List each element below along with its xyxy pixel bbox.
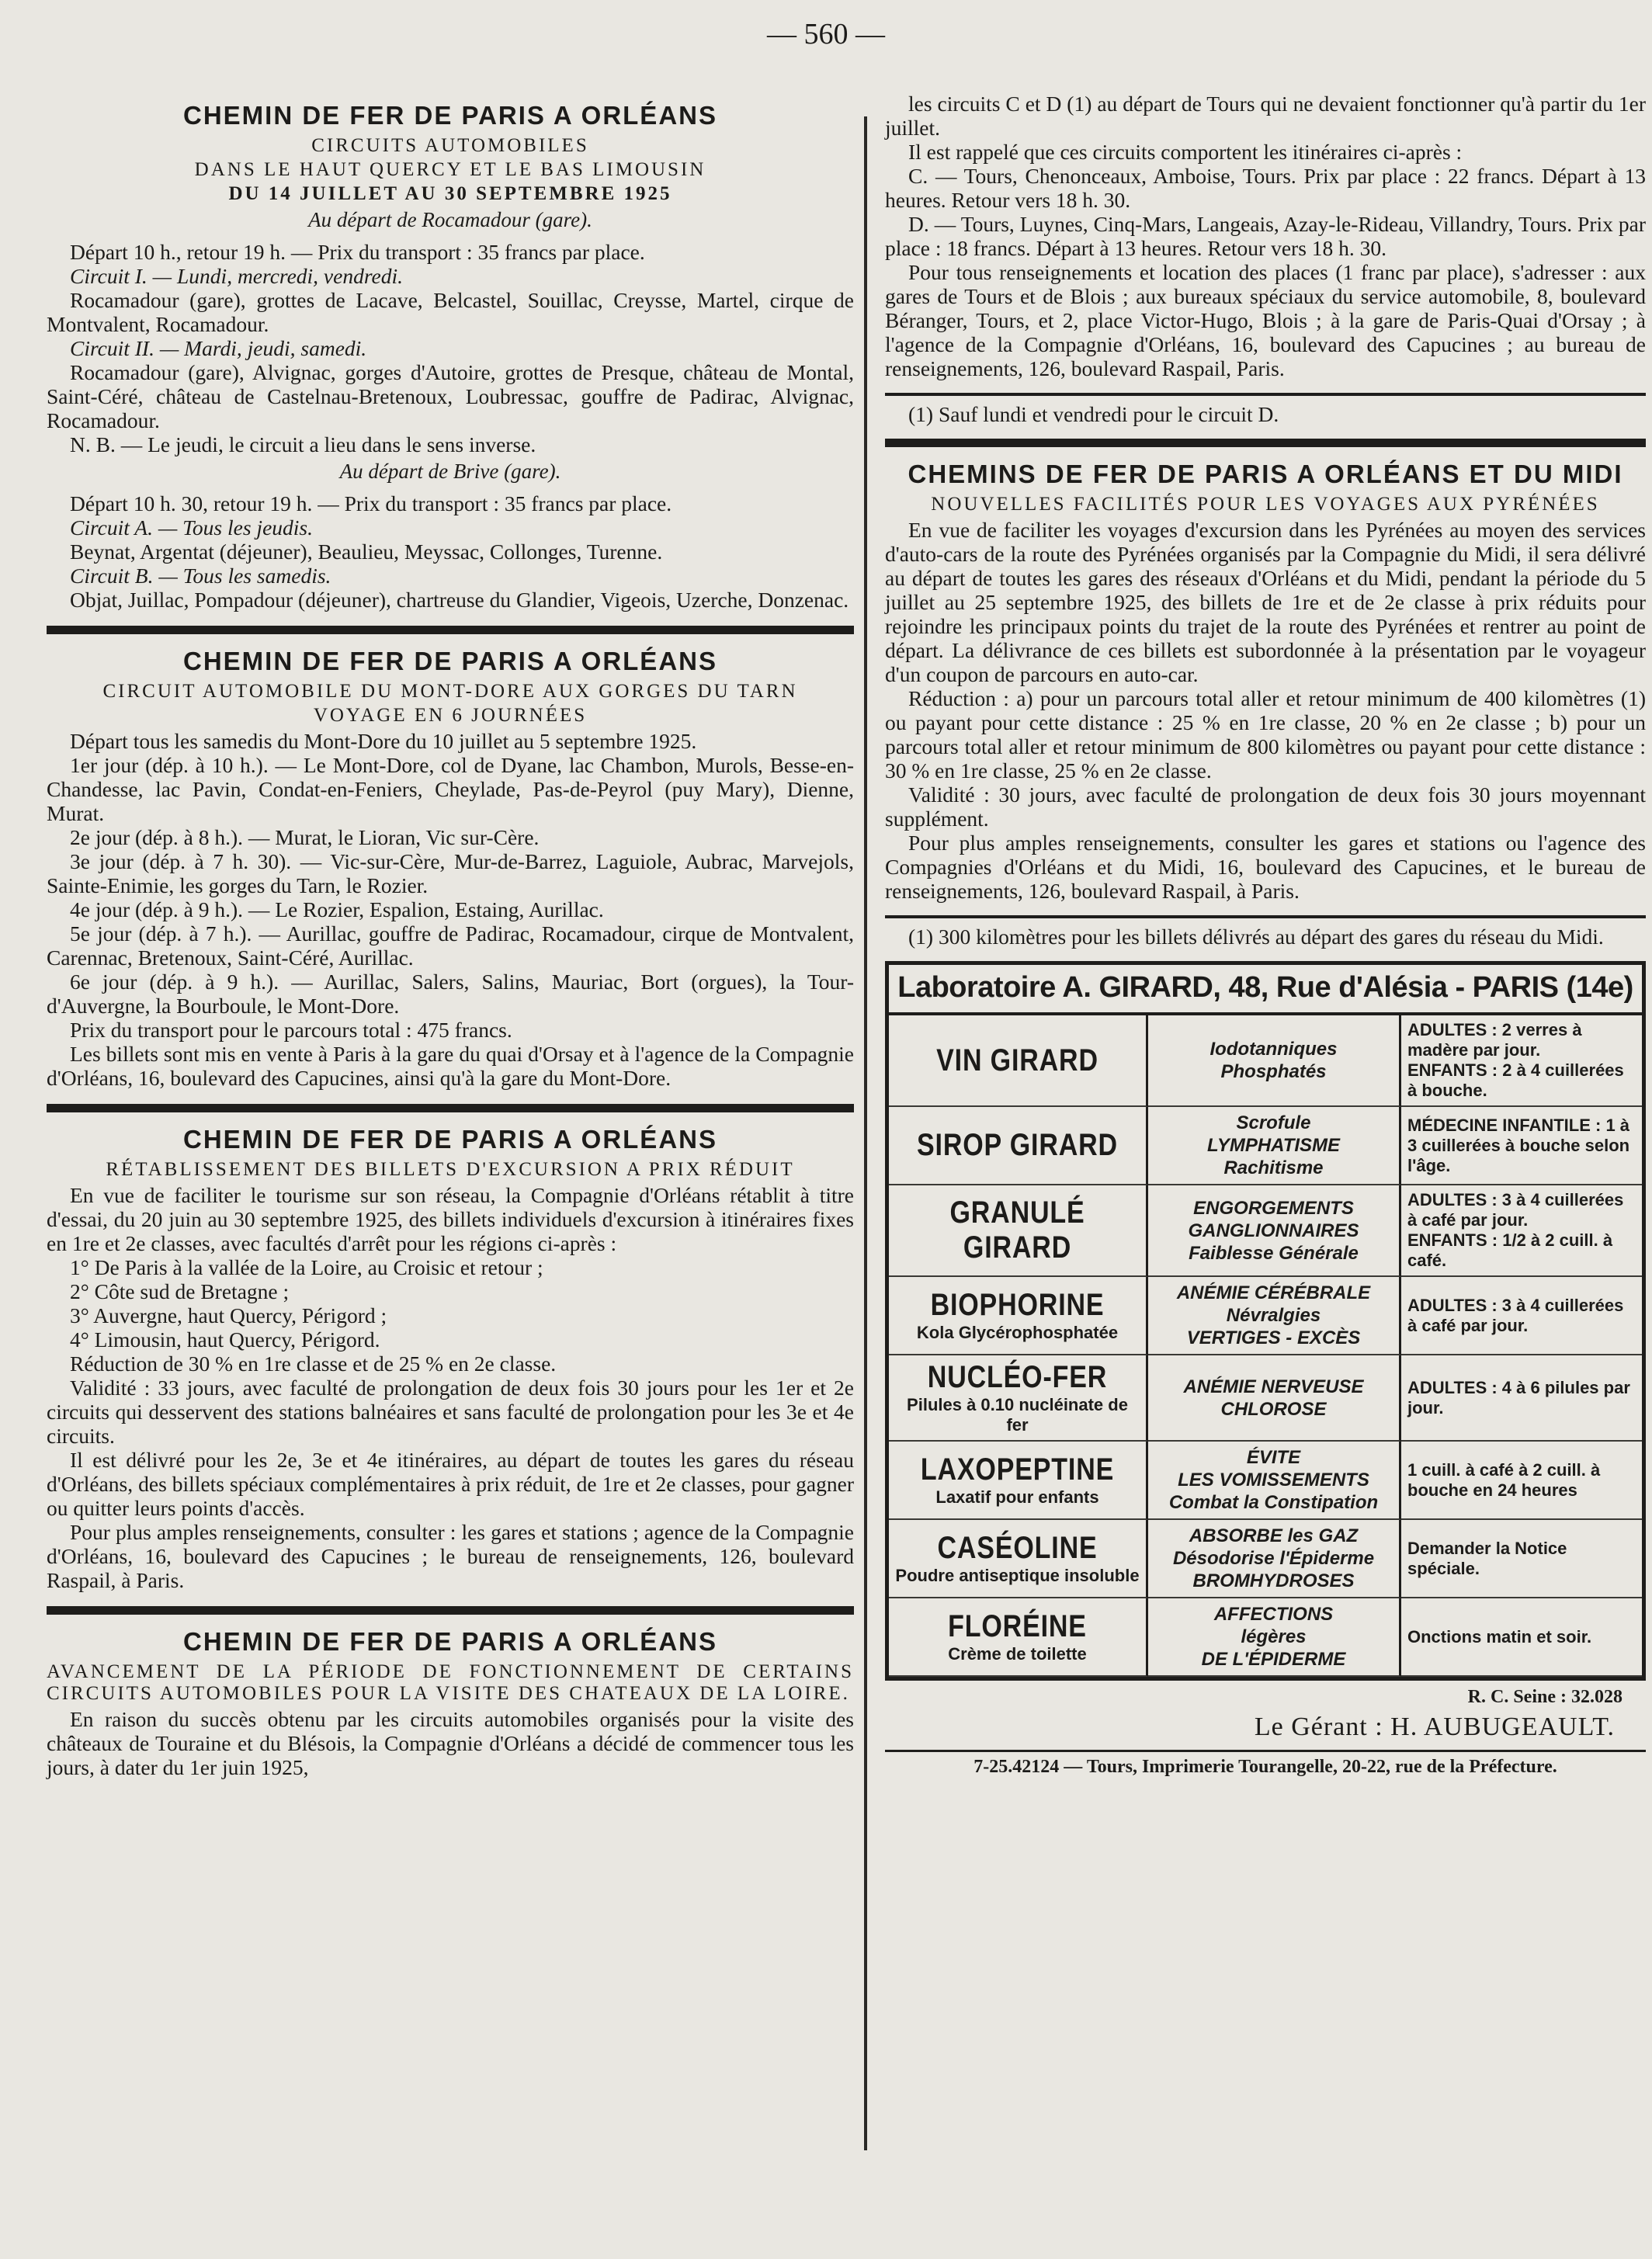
section-rule xyxy=(885,439,1646,447)
ad-dosage-cell: Demander la Notice spéciale. xyxy=(1401,1520,1642,1598)
paragraph: Pour tous renseignements et location des places (1 franc par place), s'adresser : aux gares de Tours et de Blois ; aux bureaux spéciaux du service automobile, 8, boulevard Béranger, Tours, et 2, place Victor-Hugo, Blois ; à la gare de Paris-Quai d'Orsay ; à l'agence de la Compagnie d'Orléans, 16, boulevard des Capucines ; au bureau de renseignements, 126, boulevard Raspail, Paris. xyxy=(885,260,1646,380)
section-subtitle: DU 14 JUILLET AU 30 SEPTEMBRE 1925 xyxy=(228,183,672,204)
paragraph: Circuit B. — Tous les samedis. xyxy=(70,564,331,588)
paragraph: 6e jour (dép. à 9 h.). — Aurillac, Salers, Salins, Mauriac, Bort (orgues), la Tour-d'Auvergne, la Bourboule, le Mont-Dore. xyxy=(47,970,854,1018)
paragraph: 2e jour (dép. à 8 h.). — Murat, le Lioran, Vic sur-Cère. xyxy=(70,825,540,849)
section-subtitle: CIRCUIT AUTOMOBILE DU MONT-DORE AUX GORGES DU TARN xyxy=(102,681,798,702)
ad-product-cell xyxy=(889,1355,1148,1442)
column-divider xyxy=(864,116,867,2150)
ad-dosage-cell: ADULTES : 3 à 4 cuillerées à café par jour. ENFANTS : 1/2 à 2 cuill. à café. xyxy=(1401,1185,1642,1277)
ad-product-name: FLORÉINE xyxy=(948,1609,1087,1643)
ad-product-subtitle: Kola Glycérophosphatée xyxy=(916,1323,1119,1342)
ad-indication-cell: ABSORBE les GAZ Désodorise l'Épiderme BROMHYDROSES xyxy=(1148,1520,1401,1598)
ad-product-subtitle: Pilules à 0.10 nucléinate de fer xyxy=(907,1395,1128,1435)
ad-product-name: BIOPHORINE xyxy=(930,1288,1105,1322)
ad-dosage-cell: ADULTES : 4 à 6 pilules par jour. xyxy=(1401,1355,1642,1442)
footnote-rule xyxy=(885,915,1646,918)
ad-dosage-cell: 1 cuill. à café à 2 cuill. à bouche en 24 heures xyxy=(1401,1442,1642,1520)
footnote: (1) 300 kilomètres pour les billets délivrés au départ des gares du réseau du Midi. xyxy=(908,925,1604,949)
ad-product-name: LAXOPEPTINE xyxy=(920,1452,1115,1487)
paragraph: Circuit I. — Lundi, mercredi, vendredi. xyxy=(70,264,403,288)
section-subheading: Au départ de Brive (gare). xyxy=(339,460,561,483)
page-number: — 560 — xyxy=(767,18,885,50)
ad-dosage-cell: MÉDECINE INFANTILE : 1 à 3 cuillerées à bouche selon l'âge. xyxy=(1401,1107,1642,1185)
paragraph: 5e jour (dép. à 7 h.). — Aurillac, gouffre de Padirac, Rocamadour, cirque de Montvalent, Carennac, Bretenoux, Saint-Céré, Aurillac. xyxy=(47,921,854,970)
paragraph: Circuit II. — Mardi, jeudi, samedi. xyxy=(70,336,367,360)
footnote: (1) Sauf lundi et vendredi pour le circuit D. xyxy=(908,402,1279,426)
paragraph: Réduction de 30 % en 1re classe et de 25 % en 2e classe. xyxy=(70,1352,557,1376)
ad-indication-cell: ÉVITE LES VOMISSEMENTS Combat la Constipation xyxy=(1148,1442,1401,1520)
paragraph: En raison du succès obtenu par les circuits automobiles organisés pour la visite des châteaux de Touraine et du Blésois, la Compagnie d'Orléans a décidé de commencer tous les jours, à dater du 1er juin 1925, xyxy=(47,1707,854,1779)
paragraph: Prix du transport pour le parcours total : 475 francs. xyxy=(70,1018,512,1042)
section-title: CHEMIN DE FER DE PARIS A ORLÉANS xyxy=(183,101,717,130)
ad-indication-cell: Scrofule LYMPHATISME Rachitisme xyxy=(1148,1107,1401,1185)
registration-number: R. C. Seine : 32.028 xyxy=(1467,1687,1622,1707)
ad-product-cell xyxy=(889,1442,1148,1520)
ad-product-subtitle: Poudre antiseptique insoluble xyxy=(895,1566,1140,1585)
paragraph: Beynat, Argentat (déjeuner), Beaulieu, Meyssac, Collonges, Turenne. xyxy=(70,540,663,564)
section-subtitle: NOUVELLES FACILITÉS POUR LES VOYAGES AUX PYRÉNÉES xyxy=(931,494,1600,515)
ad-indication-cell: AFFECTIONS légères DE L'ÉPIDERME xyxy=(1148,1598,1401,1677)
girard-advertisement xyxy=(885,961,1646,1681)
paragraph: Validité : 30 jours, avec faculté de prolongation de deux fois 30 jours moyennant supplément. xyxy=(885,782,1646,831)
ad-indication-cell: ANÉMIE CÉRÉBRALE Névralgies VERTIGES - EXCÈS xyxy=(1148,1277,1401,1355)
paragraph: Pour plus amples renseignements, consulter les gares et stations ou l'agence des Compagnies d'Orléans et du Midi, 16, boulevard des Capucines, et le bureau de renseignements, 126, boulevard Raspail, à Paris. xyxy=(885,831,1646,903)
ad-product-cell xyxy=(889,1598,1148,1677)
paragraph: Objat, Juillac, Pompadour (déjeuner), chartreuse du Glandier, Vigeois, Uzerche, Donzenac. xyxy=(70,588,849,612)
paragraph: 3e jour (dép. à 7 h. 30). — Vic-sur-Cère, Mur-de-Barrez, Laguiole, Aubrac, Marvejols, Sainte-Enimie, les gorges du Tarn, le Rozier. xyxy=(47,849,854,897)
section-subtitle: CIRCUITS AUTOMOBILES xyxy=(311,135,589,156)
ad-dosage-cell: ADULTES : 2 verres à madère par jour. ENFANTS : 2 à 4 cuillerées à bouche. xyxy=(1401,1015,1642,1107)
footnote-rule xyxy=(885,393,1646,396)
section-subheading: Au départ de Rocamadour (gare). xyxy=(308,208,592,231)
ad-product-cell xyxy=(889,1520,1148,1598)
ad-product-name: SIROP GIRARD xyxy=(917,1128,1118,1162)
paragraph: 4° Limousin, haut Quercy, Périgord. xyxy=(70,1327,380,1352)
ad-product-cell xyxy=(889,1277,1148,1355)
section-rule xyxy=(47,1606,854,1615)
paragraph: Validité : 33 jours, avec faculté de prolongation de deux fois 30 jours pour les 1er et 2e circuits qui desservent des stations balnéaires et sans faculté de prolongation pour les 3e et 4e circuits. xyxy=(47,1376,854,1448)
ad-product-name: CASÉOLINE xyxy=(937,1531,1098,1565)
paragraph: Départ tous les samedis du Mont-Dore du 10 juillet au 5 septembre 1925. xyxy=(70,729,697,753)
paragraph: En vue de faciliter les voyages d'excursion dans les Pyrénées au moyen des services d'auto-cars de la route des Pyrénées organisés par la Compagnie du Midi, il sera délivré au départ de toutes les gares des réseaux d'Orléans et du Midi, pendant la période du 5 juillet au 25 septembre 1925, des billets de 1re et de 2e classe à prix réduits pour rejoindre les principaux points du trajet de la route des Pyrénées et rentrer au point de départ. La délivrance de ces billets est subordonnée à la présentation par le voyageur d'un coupon de parcours en auto-car. xyxy=(885,518,1646,686)
section-title: CHEMIN DE FER DE PARIS A ORLÉANS xyxy=(183,647,717,675)
section-rule xyxy=(47,1104,854,1112)
section-subtitle: VOYAGE EN 6 JOURNÉES xyxy=(313,705,588,726)
ad-product-name: VIN GIRARD xyxy=(936,1043,1098,1077)
notice-pyrenees xyxy=(885,460,1646,947)
paragraph: 3° Auvergne, haut Quercy, Périgord ; xyxy=(70,1303,387,1327)
paragraph: les circuits C et D (1) au départ de Tours qui ne devaient fonctionner qu'à partir du 1er juillet. xyxy=(885,92,1646,140)
left-column xyxy=(47,92,854,1779)
paragraph: Il est délivré pour les 2e, 3e et 4e itinéraires, au départ de toutes les gares du réseau d'Orléans, des billets spéciaux complémentaires à prix réduit, de 1re et 2e classes, pour gagner ou quitter leurs points d'accès. xyxy=(47,1448,854,1520)
ad-dosage-cell: Onctions matin et soir. xyxy=(1401,1598,1642,1677)
notice-chateaux-loire xyxy=(47,1627,854,1779)
paragraph: C. — Tours, Chenonceaux, Amboise, Tours. Prix par place : 22 francs. Départ à 13 heures. Retour vers 18 h. 30. xyxy=(885,164,1646,212)
ad-product-cell xyxy=(889,1015,1148,1107)
ad-dosage-cell: ADULTES : 3 à 4 cuillerées à café par jour. xyxy=(1401,1277,1642,1355)
ad-product-subtitle: Crème de toilette xyxy=(948,1644,1087,1664)
ad-product-name: NUCLÉO-FER xyxy=(927,1360,1108,1394)
section-title: CHEMIN DE FER DE PARIS A ORLÉANS xyxy=(183,1627,717,1656)
paragraph: D. — Tours, Luynes, Cinq-Mars, Langeais, Azay-le-Rideau, Villandry, Tours. Prix par place : 18 francs. Départ à 13 heures. Retour vers 18 h. 30. xyxy=(885,212,1646,260)
right-column xyxy=(885,92,1646,1778)
paragraph: Départ 10 h., retour 19 h. — Prix du transport : 35 francs par place. xyxy=(70,240,645,264)
notice-circuit-mont-dore xyxy=(47,647,854,1090)
ad-product-cell xyxy=(889,1185,1148,1277)
ad-product-name: GRANULÉ GIRARD xyxy=(949,1195,1085,1265)
paragraph: N. B. — Le jeudi, le circuit a lieu dans le sens inverse. xyxy=(70,432,536,456)
section-subtitle: DANS LE HAUT QUERCY ET LE BAS LIMOUSIN xyxy=(194,159,706,180)
paragraph: Départ 10 h. 30, retour 19 h. — Prix du transport : 35 francs par place. xyxy=(70,491,672,515)
notice-circuits-quercy xyxy=(47,101,854,612)
paragraph: Rocamadour (gare), grottes de Lacave, Belcastel, Souillac, Creysse, Martel, cirque de Montvalent, Rocamadour. xyxy=(47,288,854,336)
paragraph: En vue de faciliter le tourisme sur son réseau, la Compagnie d'Orléans rétablit à titre d'essai, du 20 juin au 30 septembre 1925, des billets individuels d'excursion à itinéraires fixes en 1re et 2e classes, avec facultés d'arrêt pour les régions ci-après : xyxy=(47,1183,854,1255)
ad-header: Laboratoire A. GIRARD, 48, Rue d'Alésia - PARIS (14e) xyxy=(889,965,1642,1015)
manager-signature-line: Le Gérant : H. AUBUGEAULT. xyxy=(1254,1712,1615,1741)
paragraph: Il est rappelé que ces circuits comportent les itinéraires ci-après : xyxy=(908,140,1463,164)
paragraph: 1° De Paris à la vallée de la Loire, au Croisic et retour ; xyxy=(70,1255,543,1279)
section-rule xyxy=(47,626,854,634)
paragraph: 4e jour (dép. à 9 h.). — Le Rozier, Espalion, Estaing, Aurillac. xyxy=(70,897,604,921)
ad-product-cell xyxy=(889,1107,1148,1185)
paragraph: Réduction : a) pour un parcours total aller et retour minimum de 400 kilomètres (1) ou payant pour cette distance : 25 % en 1re classe, 20 % en 2e classe ; b) pour un parcours total aller et retour minimum de 800 kilomètres ou payant pour cette distance : 30 % en 1re classe, 25 % en 2e classe. xyxy=(885,686,1646,782)
section-title: CHEMINS DE FER DE PARIS A ORLÉANS ET DU MIDI xyxy=(908,460,1623,488)
section-subtitle: AVANCEMENT DE LA PÉRIODE DE FONCTIONNEMENT DE CERTAINS CIRCUITS AUTOMOBILES POUR LA VISITE DES CHATEAUX DE LA LOIRE. xyxy=(47,1661,854,1704)
notice-billets-excursion xyxy=(47,1125,854,1592)
paragraph: Pour plus amples renseignements, consulter : les gares et stations ; agence de la Compagnie d'Orléans, 16, boulevard des Capucines ; le bureau de renseignements, 126, boulevard Raspail, à Paris. xyxy=(47,1520,854,1592)
ad-indication-cell: ANÉMIE NERVEUSE CHLOROSE xyxy=(1148,1355,1401,1442)
paragraph: Rocamadour (gare), Alvignac, gorges d'Autoire, grottes de Presque, château de Montal, Saint-Céré, château de Castelnau-Bretenoux, Loubressac, gouffre de Padirac, Alvignac, Rocamadour. xyxy=(47,360,854,432)
ad-grid xyxy=(889,1015,1642,1677)
ad-indication-cell: ENGORGEMENTS GANGLIONNAIRES Faiblesse Générale xyxy=(1148,1185,1401,1277)
paragraph: 1er jour (dép. à 10 h.). — Le Mont-Dore, col de Dyane, lac Chambon, Murols, Besse-en-Chandesse, lac Pavin, Condat-en-Feniers, Cheylade, Pas-de-Peyrol (puy Mary), Dienne, Murat. xyxy=(47,753,854,825)
paragraph: Les billets sont mis en vente à Paris à la gare du quai d'Orsay et à l'agence de la Compagnie d'Orléans, 16, boulevard des Capucines, ainsi qu'à la gare du Mont-Dore. xyxy=(47,1042,854,1090)
section-subtitle: RÉTABLISSEMENT DES BILLETS D'EXCURSION A PRIX RÉDUIT xyxy=(106,1159,795,1180)
printer-imprint: 7-25.42124 — Tours, Imprimerie Tourangelle, 20-22, rue de la Préfecture. xyxy=(885,1750,1646,1778)
ad-indication-cell: Iodotanniques Phosphatés xyxy=(1148,1015,1401,1107)
ad-product-subtitle: Laxatif pour enfants xyxy=(935,1487,1099,1507)
paragraph: 2° Côte sud de Bretagne ; xyxy=(70,1279,290,1303)
paragraph: Circuit A. — Tous les jeudis. xyxy=(70,515,313,540)
section-title: CHEMIN DE FER DE PARIS A ORLÉANS xyxy=(183,1125,717,1154)
